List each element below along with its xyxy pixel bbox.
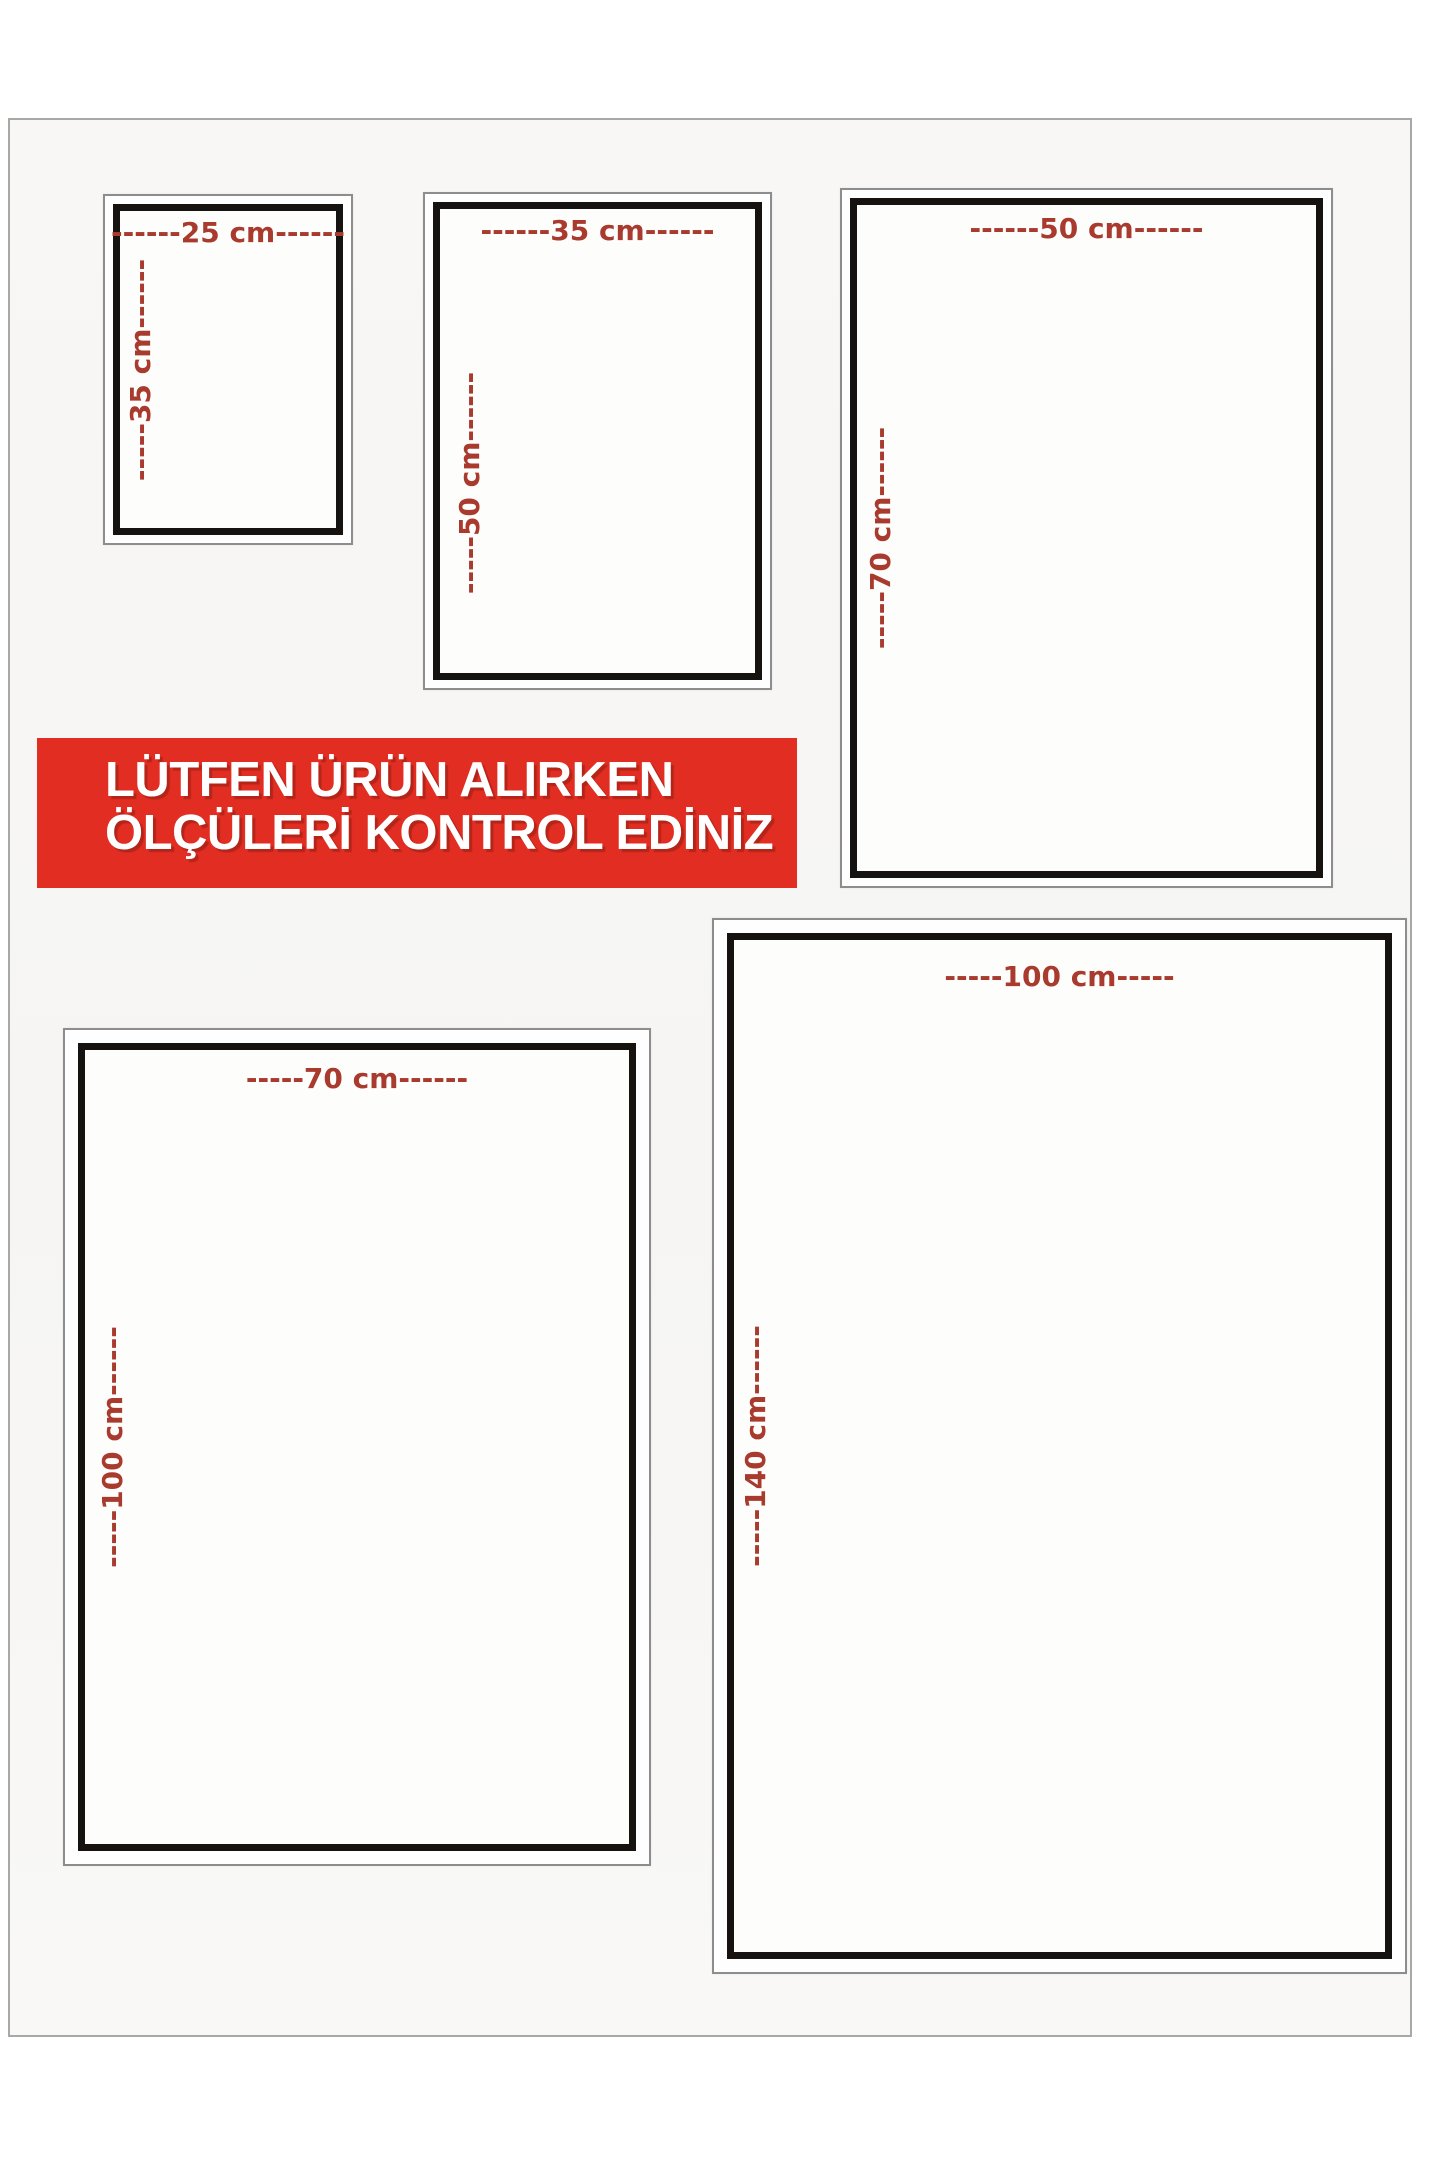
height-label-100cm: -----100 cm------ (96, 1326, 129, 1568)
size-box-50x70-inner (850, 198, 1323, 878)
warning-banner (37, 738, 797, 888)
size-box-35x50 (423, 192, 772, 690)
warning-banner-line1: LÜTFEN ÜRÜN ALIRKEN (105, 753, 674, 807)
height-label-50cm: -----50 cm------ (453, 371, 486, 595)
size-box-100x140-inner (727, 933, 1392, 1959)
size-box-70x100 (63, 1028, 651, 1866)
width-label-50cm: ------50 cm------ (969, 212, 1204, 245)
width-label-25cm: ------25 cm------ (111, 216, 345, 249)
height-label-70cm: -----70 cm------ (864, 426, 897, 650)
height-label-35cm: -----35 cm------ (124, 258, 157, 481)
width-label-70cm: -----70 cm------ (245, 1062, 469, 1095)
size-box-25x35 (103, 194, 353, 545)
warning-banner-line2: ÖLÇÜLERİ KONTROL EDİNİZ (105, 806, 774, 860)
size-box-70x100-inner (78, 1043, 636, 1851)
width-label-100cm: -----100 cm----- (944, 960, 1175, 993)
width-label-35cm: ------35 cm------ (480, 214, 715, 247)
height-label-140cm: -----140 cm------ (739, 1325, 772, 1567)
size-box-100x140 (712, 918, 1407, 1974)
size-box-50x70 (840, 188, 1333, 888)
